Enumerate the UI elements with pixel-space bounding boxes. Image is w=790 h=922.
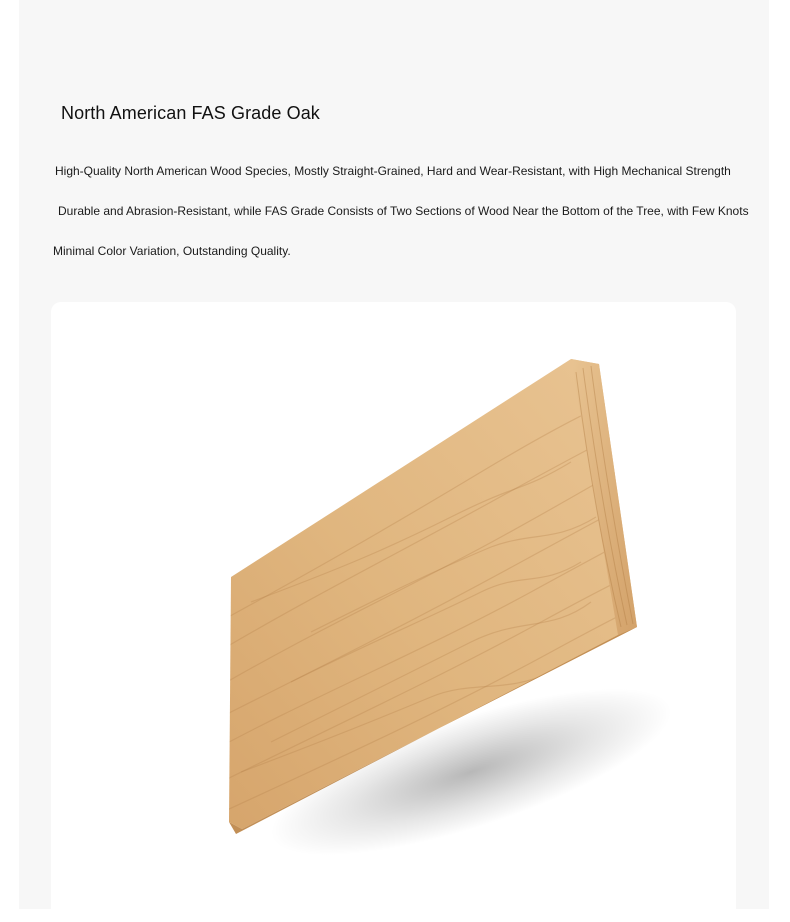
oak-board-image: [51, 302, 736, 922]
description-line-2: Durable and Abrasion-Resistant, while FAS Grade Consists of Two Sections of Wood Near the Bottom of the Tree, with Few Knots: [58, 204, 749, 218]
product-detail-page: [19, 0, 769, 909]
product-image-card: [51, 302, 736, 922]
description-line-1: High-Quality North American Wood Species, Mostly Straight-Grained, Hard and Wear-Resistant, with High Mechanical Strength: [55, 164, 731, 178]
product-heading: North American FAS Grade Oak: [61, 103, 320, 123]
description-line-3: Minimal Color Variation, Outstanding Quality.: [53, 244, 291, 258]
